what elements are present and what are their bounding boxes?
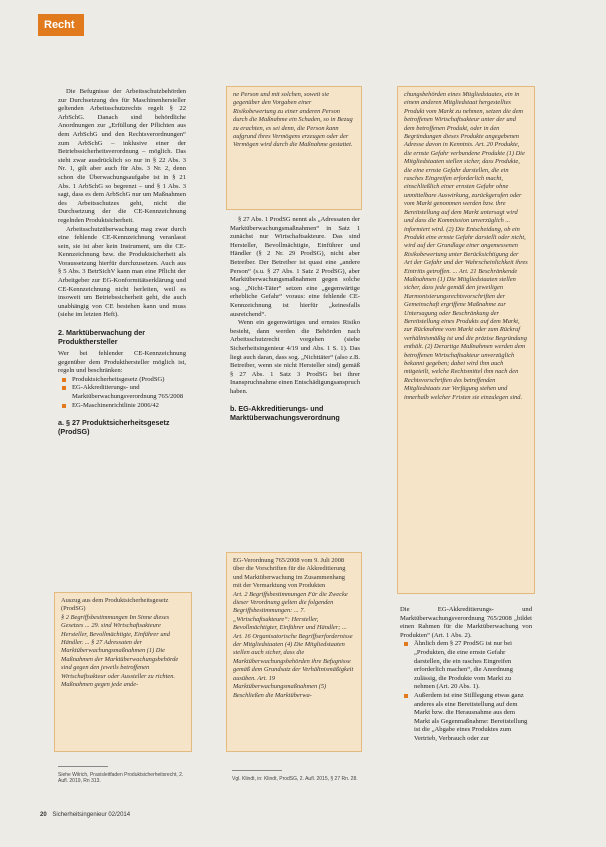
- box-text: chungsbehörden eines Mitgliedstaates, ein in einem anderen Mitgliedstaat hergestelltes Produkt vom Markt zu nehmen, setzen die dem betroffenen Wirtschaftsakteur unter der und dem betroffenen Produkt, oder in den Begründungen dieses Produkte angegebenen Adresse davon in Kenntnis. Art. 20 Produkte, die ernste Gefahr verbundene Produkte (1) Die Mitgliedstaaten stellen sicher, dass Produkte, die eine ernste Gefahr darstellen, die ein rasches Eingreifen erforderlich macht, einschließlich einer ernsten Gefahr ohne unmittelbare Auswirkung, zurückgerufen oder vom Markt genommen werden bzw. ihre Bereitstellung auf dem Markt untersagt wird und dass die Kommission unverzüglich ... informiert wird. (2) Die Entscheidung, ob ein Produkt eine ernste Gefahr darstellt oder nicht, wird auf der Grundlage einer angemessenen Risikobewertung unter Berücksichtigung der Art der Gefahr und der Wahrscheinlichkeit ihres Eintritts getroffen. ... Art. 21 Beschränkende Maßnahmen (1) Die Mitgliedstaaten stellen sicher, dass jede gemäß den jeweiligen Harmonisierungsrechtsvorschriften der Gemeinschaft ergriffene Maßnahme zur Untersagung oder Beschränkung der Bereitstellung eines Produkts auf dem Markt, zur Rücknahme vom Markt oder zum Rückruf verhältnismäßig ist und die präzise Begründung enthält. (2) Derartige Maßnahmen werden dem betroffenen Wirtschaftsakteur unverzüglich bekannt gegeben; dabei wird ihm auch mitgeteilt, welche Rechtsmittel ihm nach den Rechtsvorschriften des betreffenden Mitgliedstaats zur Verfügung stehen und innerhalb welcher Fristen sie einzulegen sind.: [404, 91, 528, 401]
- page-footer: [40, 812, 130, 818]
- list-item: Außerdem ist eine Stilllegung etwas ganz anderes als eine Bereitstellung auf dem Markt bzw. die Herausnahme aus dem Markt als Gegenmaßnahme: Bereitstellung ist die „Abgabe eines Produktes zum Vertrieb, Verbrauch oder zur: [408, 692, 532, 744]
- bullet-list: [58, 376, 186, 410]
- paragraph: § 27 Abs. 1 ProdSG nennt als „Adressaten der Marktüberwachungsmaßnahmen“ in Satz 1 zunächst nur Wirtschaftsakteure. Das sind Hersteller, Bevollmächtigte, Einführer und Händler (§ 2 Nr. 29 ProdSG), nicht aber Betreiber. Der Betreiber ist quasi eine „andere Person“ (s.u. § 27 Abs. 1 Satz 2 ProdSG), aber Marktüberwachungsmaßnahmen gegen solche sog. „Nicht-Täter“ setzen eine „gegenwärtige erhebliche Gefahr“ voraus: eine fehlende CE-Kennzeichnung ist hierfür „keinesfalls ausreichend“.: [230, 216, 360, 318]
- box-intro: EG-Verordnung 765/2008 vom 9. Juli 2008 über die Vorschriften für die Akkreditierung und Marktüberwachung im Zusammenhang mit der Vermarktung von Produkten: [233, 557, 346, 590]
- paragraph: Wer bei fehlender CE-Kennzeichnung gegenüber dem Produkthersteller möglich ist, regeln und beschränken:: [58, 350, 186, 375]
- prodsg-excerpt-box: [54, 592, 192, 752]
- paragraph: Die EG-Akkreditierungs- und Marktüberwachungsverordnung 765/2008 „bildet einen Rahmen für die Marktüberwachung von Produkten“ (Art. 1 Abs. 2).: [400, 606, 532, 639]
- bullet-list: [400, 640, 532, 743]
- prodsg-continuation-box: [226, 86, 362, 210]
- publication-name: Sicherheitsingenieur 02/2014: [52, 812, 131, 818]
- footnote-2: Vgl. Klindt, in: Klindt, ProdSG, 2. Aufl. 2015, § 27 Rn. 28.: [232, 776, 358, 782]
- footnote-rule: [232, 770, 282, 771]
- box-text: ne Person und mit solchen, soweit sie gegenüber den Vorgaben einer Risikobewertung zu einer anderen Person durch die Maßnahme ein Schaden, so in Bezug zu erachten, es sei denn, die Person kann aufgrund ihres Vermögens erzeugen oder der Vermögen wird durch die Maßnahme gestattet.: [233, 91, 353, 149]
- box-intro: Auszug aus dem Produktsicherheitsgesetz (ProdSG): [61, 597, 169, 613]
- list-item: Ähnlich dem § 27 ProdSG ist nur bei „Produkten, die eine ernste Gefahr darstellen, die ein rasches Eingreifen erforderlich machen“, die Anordnung zulässig, die Produkte vom Markt zu nehmen (Art. 20 Abs. 1).: [408, 640, 532, 692]
- section-tab: Recht: [38, 14, 84, 36]
- footnote-rule: [58, 766, 108, 767]
- page-number: 20: [40, 812, 47, 818]
- footnote-1: Siehe Wilrich, Praxisleitfaden Produktsicherheitsrecht, 2. Aufl. 2019, Rn 313.: [58, 772, 184, 785]
- section-heading-2: 2. Marktüberwachung der Produkthersteller: [58, 328, 146, 347]
- paragraph: Wenn ein gegenwärtiges und ernstes Risiko besteht, dann werden die Behörden nach Arbeitsschutzrecht vorgehen (siehe Sicherheitsingenieur 4/19 und Abs. 1 S. 1). Das liegt auch daran, dass sog. „Nichttäter“ (also z.B. Betreiber, wenn sie nicht Hersteller sind) gemäß § 27 Abs. 1 Satz 3 ProdSG bei ihrer Inanspruchnahme einen Entschädigungsanspruch haben.: [230, 319, 361, 395]
- section-heading-b: b. EG-Akkreditierungs- und Marktüberwachungsverordnung: [230, 404, 340, 423]
- column-1: [58, 88, 186, 440]
- paragraph: Die Befugnisse der Arbeitsschutzbehörden zur Durchsetzung des für Maschinenhersteller geltenden Arbeitsschutzrechts regelt § 22 ArbSchG. Danach sind behördliche Anordnungen zur „Erfüllung der Pflichten aus dem ArbSchG und den Rechtsverordnungen“ zum ArbSchG – inklusive einer der Betriebssicherheitsverordnung – möglich. Das steht zwar ausdrücklich so nur in § 22 Abs. 3 Nr. 1, gilt aber auch für Abs. 3 Nr. 2, denn schon die Überwachungsaufgabe ist in § 21 Abs. 1 ArbSchG so begrenzt – und § 1 Abs. 3 sagt, dass es dem ArbSchG nur um Maßnahmen des Arbeitsschutzes geht, nicht die Durchsetzung der die CE-Kennzeichnung regelnden Produktsicherheit.: [58, 88, 186, 224]
- list-item: EG-Maschinenrichtlinie 2006/42: [66, 402, 186, 411]
- column-2: [230, 216, 360, 426]
- column-3: [400, 606, 532, 744]
- list-item: EG-Akkreditierungs- und Marktüberwachungsverordnung 765/2008: [66, 384, 186, 401]
- box-text: Art. 2 Begriffsbestimmungen Für die Zwecke dieser Verordnung gelten die folgenden Begriffsbestimmungen: ... 7. „Wirtschaftsakteure“: Hersteller, Bevollmächtigter, Einführer und Händler; ... Art. 16 Organisatorische Begriffserfordernisse der Mitgliedstaaten (4) Die Mitgliedstaaten stellen auch sicher, dass die Marktüberwachungsbehörden ihre Befugnisse gemäß dem Grundsatz der Verhältnismäßigkeit ausüben. Art. 19 Marktüberwachungsmaßnahmen (5) Beschließen die Marktüberwa-: [233, 590, 354, 699]
- box-text: § 2 Begriffsbestimmungen Im Sinne dieses Gesetzes ... 29. sind Wirtschaftsakteure Hersteller, Bevollmächtigte, Einführer und Händler. ... § 27 Adressaten der Marktüberwachungsmaßnahmen (1) Die Maßnahmen der Marktüberwachungsbehörde sind gegen den jeweils betroffenen Wirtschaftsakteur oder Aussteller zu richten. Maßnahmen gegen jede ande-: [61, 613, 179, 689]
- eg-vo-continuation-box: [397, 86, 535, 594]
- paragraph: Arbeitsschutzüberwachung mag zwar durch eine fehlende CE-Kennzeichnung veranlasst sein, sie ist aber kein Instrument, um die CE-Kennzeichnung bzw. die Produktsicherheit als Voraussetzung hierfür durchzusetzen. Auch aus § 5 Abs. 3 BetrSichV kann man eine Pflicht der Arbeitgeber zur EG-Konformitätserklärung und CE-Kennzeichnung nicht herleiten, weil es insoweit um Betriebssicherheit geht, die auch unabhängig von CE bestehen kann und muss (siehe im letzten Heft).: [58, 225, 186, 319]
- eg-vo-excerpt-box: [226, 552, 362, 752]
- list-item: Produktsicherheitsgesetz (ProdSG): [66, 376, 186, 385]
- section-heading-a: a. § 27 Produktsicherheitsgesetz (ProdSG): [58, 418, 170, 437]
